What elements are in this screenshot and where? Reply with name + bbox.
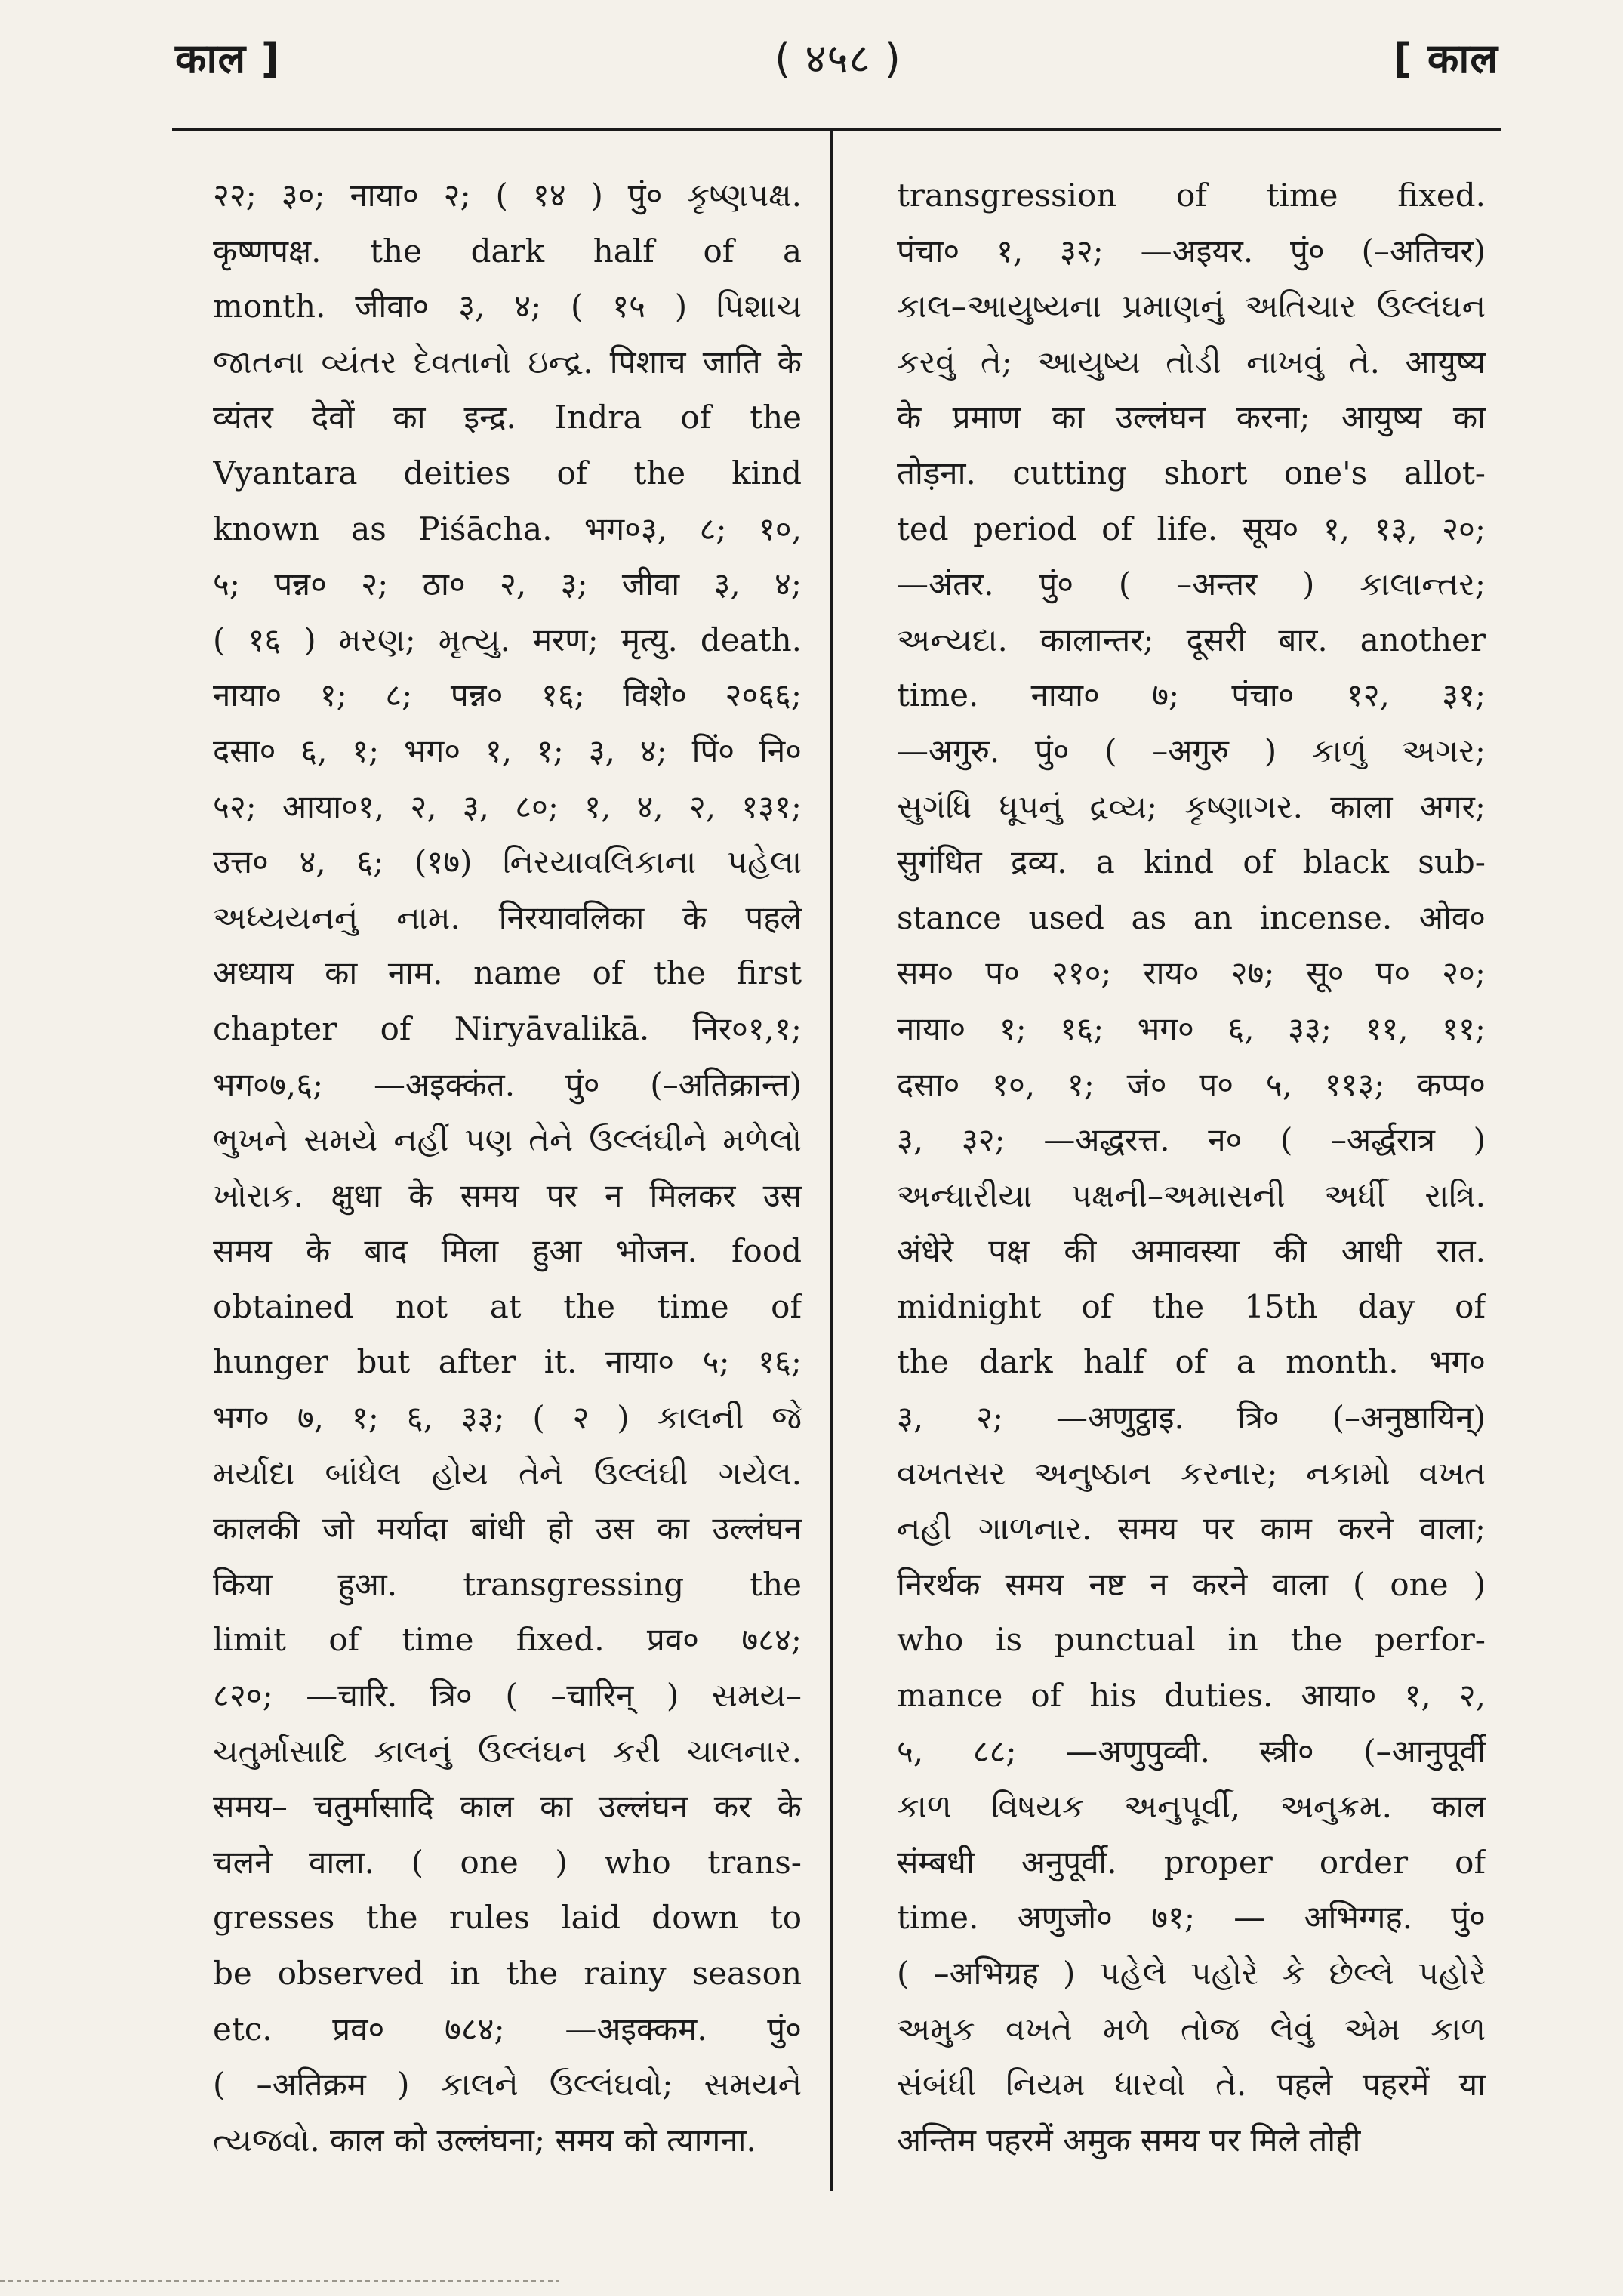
text-line: अन्तिम पहरमें अमुक समय पर मिले तोही (897, 2121, 1361, 2159)
text-line: who is punctual in the perfor- (897, 1621, 1486, 1659)
text-line: समय– चतुर्मासादि काल का उल्लंघन कर के (213, 1788, 802, 1826)
text-line: तोड़ना. cutting short one's allot- (897, 454, 1486, 492)
text-line: के प्रमाण का उल्लंघन करना; आयुष्य का (897, 399, 1486, 436)
text-line: पंचा० १, ३२; —अइयर. पुं० (–अतिचर) (897, 232, 1486, 270)
text-line: transgression of time fixed. (897, 177, 1486, 214)
text-line: gresses the rules laid down to (213, 1899, 802, 1937)
text-line: સંબંધી નિયમ ધારવો તે. पहले पहरमें या (897, 2066, 1486, 2103)
text-line: अंधेरे पक्ष की अमावस्या की आधी रात. (897, 1232, 1486, 1270)
running-head-right: [ काल (1393, 35, 1498, 82)
left-column (213, 168, 802, 2168)
text-line: midnight of the 15th day of (897, 1287, 1486, 1325)
text-line: known as Piśācha. भग०३, ८; १०, (213, 510, 802, 547)
text-line: the dark half of a month. भग० (897, 1343, 1486, 1381)
text-line: etc. प्रव० ७८४; —अइक्कम. पुं० (213, 2010, 802, 2048)
text-line: ५; पन्न० २; ठा० २, ३; जीवा ३, ४; (213, 566, 802, 603)
text-line: ( –अभिग्रह ) પહેલે પહોરે કે છેલ્લે પહોરે (897, 1955, 1486, 1992)
text-line: भग०७,६; —अइक्कंत. पुं० (–अतिक्रान्त) (213, 1065, 802, 1103)
text-line: limit of time fixed. प्रव० ७८४; (213, 1621, 802, 1659)
text-line: ५२; आया०१, २, ३, ८०; १, ४, २, १३१; (213, 787, 802, 825)
text-line: ખોરાક. क्षुधा के समय पर न मिलकर उस (213, 1176, 802, 1214)
text-line: व्यंतर देवों का इन्द्र. Indra of the (213, 399, 802, 436)
text-line: અન્ધારીયા પક્ષની–અમાસની અર્ધી રાત્રિ. (897, 1176, 1486, 1214)
text-line: दसा० १०, १; जं० प० ५, ११३; कप्प० (897, 1065, 1486, 1103)
text-line: ८२०; —चारि. त्रि० ( –चारिन् ) સમય– (213, 1677, 802, 1715)
text-line: ३, २; —अणुट्ठाइ. त्रि० (–अनुष्ठायिन्) (897, 1399, 1486, 1437)
text-line: चलने वाला. ( one ) who trans- (213, 1843, 802, 1881)
text-line: अध्याय का नाम. name of the first (213, 954, 802, 992)
text-line: सुगंधित द्रव्य. a kind of black sub- (897, 843, 1486, 881)
text-line: भग० ७, १; ६, ३३; ( २ ) કાલની જે (213, 1399, 802, 1437)
text-line: be observed in the rainy season (213, 1955, 802, 1992)
footer-dotted-rule (0, 2280, 559, 2282)
text-line: કરવું તે; આયુષ્ય તોડી નાખવું તે. आयुष्य (897, 343, 1486, 381)
text-line: समय के बाद मिला हुआ भोजन. food (213, 1232, 802, 1270)
text-line: ५, ८८; —अणुपुव्वी. स्त्री० (–आनुपूर्वी (897, 1732, 1486, 1770)
text-line: નહી ગાળનાર. समय पर काम करने वाला; (897, 1510, 1486, 1548)
text-line: संम्बधी अनुपूर्वी. proper order of (897, 1843, 1486, 1881)
text-line: Vyantara deities of the kind (213, 454, 802, 492)
text-line: ચતુર્માસાદિ કાલનું ઉલ્લંઘન કરી ચાલનાર. (213, 1732, 802, 1770)
text-line: किया हुआ. transgressing the (213, 1565, 802, 1603)
text-line: month. जीवा० ३, ४; ( १५ ) પિશાચ (213, 288, 802, 325)
text-line: ted period of life. सूय० १, १३, २०; (897, 510, 1486, 547)
text-line: नाया० १; १६; भग० ६, ३३; ११, ११; (897, 1009, 1486, 1047)
header-rule (172, 128, 1501, 131)
text-line: સુગંધિ ધૂપનું દ્રવ્ય; કૃષ્ણાગર. काला अगर; (897, 787, 1486, 825)
text-line: જાતના વ્યંતર દેવતાનો ઇન્દ્ર. पिशाच जाति के (213, 343, 802, 381)
text-line: —अगुरु. पुं० ( –अगुरु ) કાળું અગર; (897, 732, 1486, 769)
text-line: કાલ–આયુષ્યના પ્રમાણનું અતિચાર ઉલ્લંઘન (897, 288, 1486, 325)
text-line: અધ્યયનનું નામ. निरयावलिका के पहले (213, 898, 802, 936)
text-line: hunger but after it. नाया० ५; १६; (213, 1343, 802, 1381)
text-line: दसा० ६, १; भग० १, १; ३, ४; पिं० नि० (213, 732, 802, 769)
text-line: ( –अतिक्रम ) કાલને ઉલ્લંઘવો; સમયને (213, 2066, 802, 2103)
text-line: chapter of Niryāvalikā. निर०१,१; (213, 1009, 802, 1047)
text-line: —अंतर. पुं० ( –अन्तर ) કાલાન્તર; (897, 566, 1486, 603)
text-line: ( १६ ) મરણ; મૃત્યુ. मरण; मृत्यु. death. (213, 621, 802, 658)
text-line: कालकी जो मर्यादा बांधी हो उस का उल्लंघन (213, 1510, 802, 1548)
text-line: उत्त० ४, ६; (१७) નિરયાવલિકાના પહેલા (213, 843, 802, 881)
text-line: મર્યાદા બાંધેલ હોય તેને ઉલ્લંઘી ગયેલ. (213, 1454, 802, 1492)
text-line: time. नाया० ७; पंचा० १२, ३१; (897, 676, 1486, 714)
text-line: ३, ३२; —अद्धरत्त. न० ( –अर्द्धरात्र ) (897, 1121, 1486, 1159)
column-divider (830, 130, 833, 2191)
page-number: ( ४५८ ) (775, 35, 901, 82)
text-line: नाया० १; ८; पन्न० १६; विशे० २०६६; (213, 676, 802, 714)
text-line: અન્યદા. कालान्तर; दूसरी बार. another (897, 621, 1486, 658)
text-line: ભુખને સમયે નહીં પણ તેને ઉલ્લંઘીને મળેલો (213, 1121, 802, 1159)
text-line: mance of his duties. आया० १, २, (897, 1677, 1486, 1715)
right-column (897, 168, 1486, 2168)
text-line: stance used as an incense. ओव० (897, 898, 1486, 936)
text-line: અમુક વખતે મળે તોજ લેવું એમ કાળ (897, 2010, 1486, 2048)
text-line: કાળ વિષયક અનુપૂર્વી, અનુક્રમ. काल (897, 1788, 1486, 1826)
text-line: निरर्थक समय नष्ट न करने वाला ( one ) (897, 1565, 1486, 1603)
text-line: सम० प० २१०; राय० २७; सू० प० २०; (897, 954, 1486, 992)
text-line: વખતસર અનુષ્ઠાન કરનાર; નકામો વખત (897, 1454, 1486, 1492)
running-head-left: काल ] (175, 35, 281, 82)
text-line: obtained not at the time of (213, 1287, 802, 1325)
text-line: २२; ३०; नाया० २; ( १४ ) पुं० કૃષ્ણપક્ષ. (213, 177, 802, 214)
text-line: time. अणुजो० ७१; — अभिग्गह. पुं० (897, 1899, 1486, 1937)
text-line: ત્યજવો. काल को उल्लंघना; समय को त्यागना. (213, 2121, 756, 2159)
text-line: कृष्णपक्ष. the dark half of a (213, 232, 802, 270)
